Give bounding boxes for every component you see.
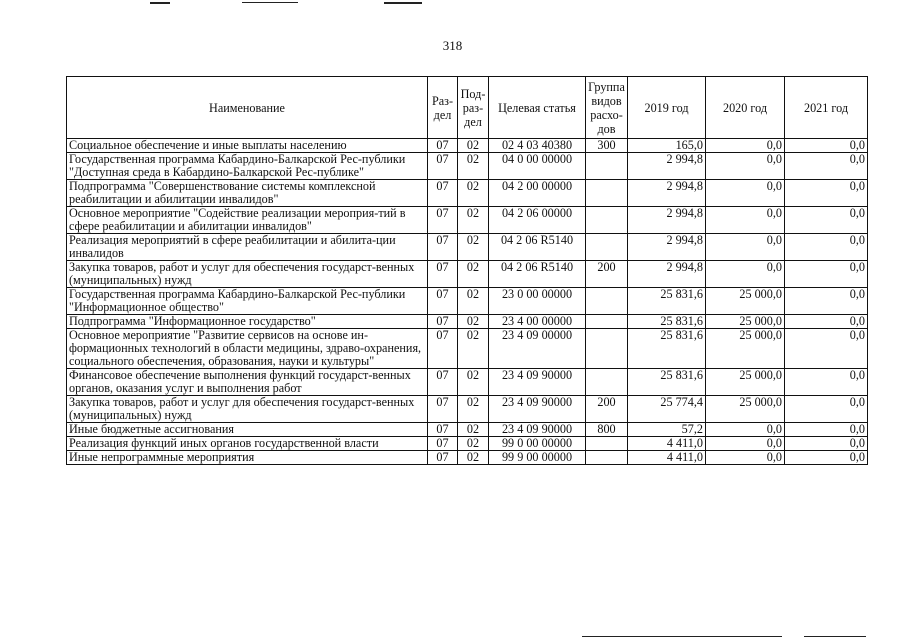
cell-2020: 25 000,0 (706, 288, 785, 315)
cell-subsection: 02 (458, 329, 489, 369)
cell-2020: 0,0 (706, 437, 785, 451)
cell-target-article: 04 2 06 R5140 (489, 234, 586, 261)
cell-name: Иные непрограммные мероприятия (67, 451, 428, 465)
cell-subsection: 02 (458, 369, 489, 396)
cell-name: Подпрограмма "Совершенствование системы комплексной реабилитации и абилитации инвалидов" (67, 180, 428, 207)
cell-2019: 25 831,6 (628, 329, 706, 369)
table-row (67, 288, 868, 315)
cell-subsection: 02 (458, 234, 489, 261)
cell-expense-group (586, 180, 628, 207)
cell-2019: 2 994,8 (628, 180, 706, 207)
cell-expense-group (586, 288, 628, 315)
cell-section: 07 (428, 261, 458, 288)
table-row (67, 139, 868, 153)
cell-section: 07 (428, 315, 458, 329)
cell-expense-group (586, 315, 628, 329)
table-row (67, 437, 868, 451)
header-subsection: Под-раз-дел (458, 77, 489, 139)
cell-subsection: 02 (458, 396, 489, 423)
table-row (67, 180, 868, 207)
cell-subsection: 02 (458, 180, 489, 207)
cell-expense-group (586, 234, 628, 261)
cell-2021: 0,0 (785, 234, 868, 261)
cell-2020: 25 000,0 (706, 396, 785, 423)
cell-2019: 2 994,8 (628, 207, 706, 234)
cell-target-article: 04 0 00 00000 (489, 153, 586, 180)
page-number: 318 (442, 38, 463, 53)
header-name: Наименование (67, 77, 428, 139)
cell-section: 07 (428, 288, 458, 315)
cell-expense-group: 300 (586, 139, 628, 153)
cell-expense-group (586, 369, 628, 396)
cell-subsection: 02 (458, 139, 489, 153)
cell-target-article: 99 0 00 00000 (489, 437, 586, 451)
cell-section: 07 (428, 437, 458, 451)
cell-name: Реализация функций иных органов государственной власти (67, 437, 428, 451)
cell-expense-group (586, 437, 628, 451)
cell-expense-group (586, 329, 628, 369)
table-row (67, 369, 868, 396)
cell-2021: 0,0 (785, 153, 868, 180)
table-row (67, 234, 868, 261)
cell-target-article: 23 4 09 90000 (489, 396, 586, 423)
cell-2021: 0,0 (785, 288, 868, 315)
cell-subsection: 02 (458, 423, 489, 437)
table-row (67, 261, 868, 288)
header-section: Раз-дел (428, 77, 458, 139)
cell-2021: 0,0 (785, 261, 868, 288)
cell-2020: 0,0 (706, 180, 785, 207)
cell-subsection: 02 (458, 451, 489, 465)
scan-mark-top (150, 2, 170, 4)
cell-2019: 165,0 (628, 139, 706, 153)
cell-section: 07 (428, 234, 458, 261)
table-row (67, 315, 868, 329)
cell-2021: 0,0 (785, 329, 868, 369)
table-row (67, 207, 868, 234)
cell-2021: 0,0 (785, 369, 868, 396)
cell-name: Иные бюджетные ассигнования (67, 423, 428, 437)
cell-2020: 0,0 (706, 261, 785, 288)
cell-name: Основное мероприятие "Содействие реализации мероприя-тий в сфере реабилитации и абилитации инвалидов" (67, 207, 428, 234)
cell-2021: 0,0 (785, 180, 868, 207)
scan-mark-bottom-2 (804, 636, 866, 637)
cell-name: Социальное обеспечение и иные выплаты населению (67, 139, 428, 153)
cell-2019: 4 411,0 (628, 451, 706, 465)
cell-name: Закупка товаров, работ и услуг для обеспечения государст-венных (муниципальных) нужд (67, 396, 428, 423)
cell-target-article: 04 2 06 00000 (489, 207, 586, 234)
cell-2020: 0,0 (706, 423, 785, 437)
cell-section: 07 (428, 139, 458, 153)
cell-expense-group: 200 (586, 261, 628, 288)
cell-section: 07 (428, 396, 458, 423)
table-header-row (67, 77, 868, 139)
table-row (67, 451, 868, 465)
scan-mark-top-2 (242, 2, 298, 3)
cell-2020: 25 000,0 (706, 315, 785, 329)
cell-2019: 25 831,6 (628, 288, 706, 315)
cell-subsection: 02 (458, 153, 489, 180)
header-expense-group: Группа видов расхо-дов (586, 77, 628, 139)
header-2019: 2019 год (628, 77, 706, 139)
cell-name: Подпрограмма "Информационное государство" (67, 315, 428, 329)
cell-2019: 25 774,4 (628, 396, 706, 423)
cell-2020: 25 000,0 (706, 329, 785, 369)
cell-2019: 25 831,6 (628, 369, 706, 396)
cell-target-article: 23 4 09 90000 (489, 369, 586, 396)
cell-name: Государственная программа Кабардино-Балкарской Рес-публики "Доступная среда в Кабардино-Балкарской Рес-публике" (67, 153, 428, 180)
cell-target-article: 23 0 00 00000 (489, 288, 586, 315)
cell-2019: 25 831,6 (628, 315, 706, 329)
budget-table (66, 76, 868, 465)
cell-2020: 0,0 (706, 153, 785, 180)
header-2020: 2020 год (706, 77, 785, 139)
cell-target-article: 02 4 03 40380 (489, 139, 586, 153)
cell-subsection: 02 (458, 437, 489, 451)
cell-target-article: 23 4 09 90000 (489, 423, 586, 437)
cell-2020: 0,0 (706, 451, 785, 465)
cell-2021: 0,0 (785, 451, 868, 465)
cell-target-article: 04 2 06 R5140 (489, 261, 586, 288)
cell-2021: 0,0 (785, 423, 868, 437)
cell-section: 07 (428, 369, 458, 396)
cell-section: 07 (428, 451, 458, 465)
cell-2020: 0,0 (706, 207, 785, 234)
cell-2019: 2 994,8 (628, 261, 706, 288)
cell-target-article: 99 9 00 00000 (489, 451, 586, 465)
cell-2020: 0,0 (706, 234, 785, 261)
header-target-article: Целевая статья (489, 77, 586, 139)
table-row (67, 329, 868, 369)
table-row (67, 153, 868, 180)
cell-2020: 25 000,0 (706, 369, 785, 396)
cell-2019: 2 994,8 (628, 153, 706, 180)
cell-2021: 0,0 (785, 207, 868, 234)
cell-2021: 0,0 (785, 437, 868, 451)
cell-2021: 0,0 (785, 139, 868, 153)
cell-section: 07 (428, 153, 458, 180)
cell-2019: 2 994,8 (628, 234, 706, 261)
cell-section: 07 (428, 180, 458, 207)
cell-subsection: 02 (458, 261, 489, 288)
cell-subsection: 02 (458, 288, 489, 315)
cell-2019: 57,2 (628, 423, 706, 437)
cell-target-article: 23 4 09 00000 (489, 329, 586, 369)
cell-expense-group: 200 (586, 396, 628, 423)
cell-expense-group: 800 (586, 423, 628, 437)
cell-target-article: 23 4 00 00000 (489, 315, 586, 329)
cell-2020: 0,0 (706, 139, 785, 153)
header-2021: 2021 год (785, 77, 868, 139)
cell-name: Финансовое обеспечение выполнения функций государст-венных органов, оказания услуг и выполнения работ (67, 369, 428, 396)
cell-name: Закупка товаров, работ и услуг для обеспечения государст-венных (муниципальных) нужд (67, 261, 428, 288)
table-row (67, 423, 868, 437)
cell-name: Основное мероприятие "Развитие сервисов на основе ин-формационных технологий в области медицины, здраво-охранения, социального обеспечения, образования, науки и культуры" (67, 329, 428, 369)
table-row (67, 396, 868, 423)
cell-subsection: 02 (458, 315, 489, 329)
table-body (67, 139, 868, 465)
scan-mark-top-3 (384, 2, 422, 4)
cell-expense-group (586, 451, 628, 465)
cell-section: 07 (428, 423, 458, 437)
cell-name: Реализация мероприятий в сфере реабилитации и абилита-ции инвалидов (67, 234, 428, 261)
scan-mark-bottom (582, 636, 782, 637)
cell-name: Государственная программа Кабардино-Балкарской Рес-публики "Информационное общество" (67, 288, 428, 315)
cell-2019: 4 411,0 (628, 437, 706, 451)
cell-2021: 0,0 (785, 315, 868, 329)
cell-expense-group (586, 153, 628, 180)
cell-2021: 0,0 (785, 396, 868, 423)
cell-subsection: 02 (458, 207, 489, 234)
cell-section: 07 (428, 329, 458, 369)
cell-target-article: 04 2 00 00000 (489, 180, 586, 207)
cell-section: 07 (428, 207, 458, 234)
cell-expense-group (586, 207, 628, 234)
